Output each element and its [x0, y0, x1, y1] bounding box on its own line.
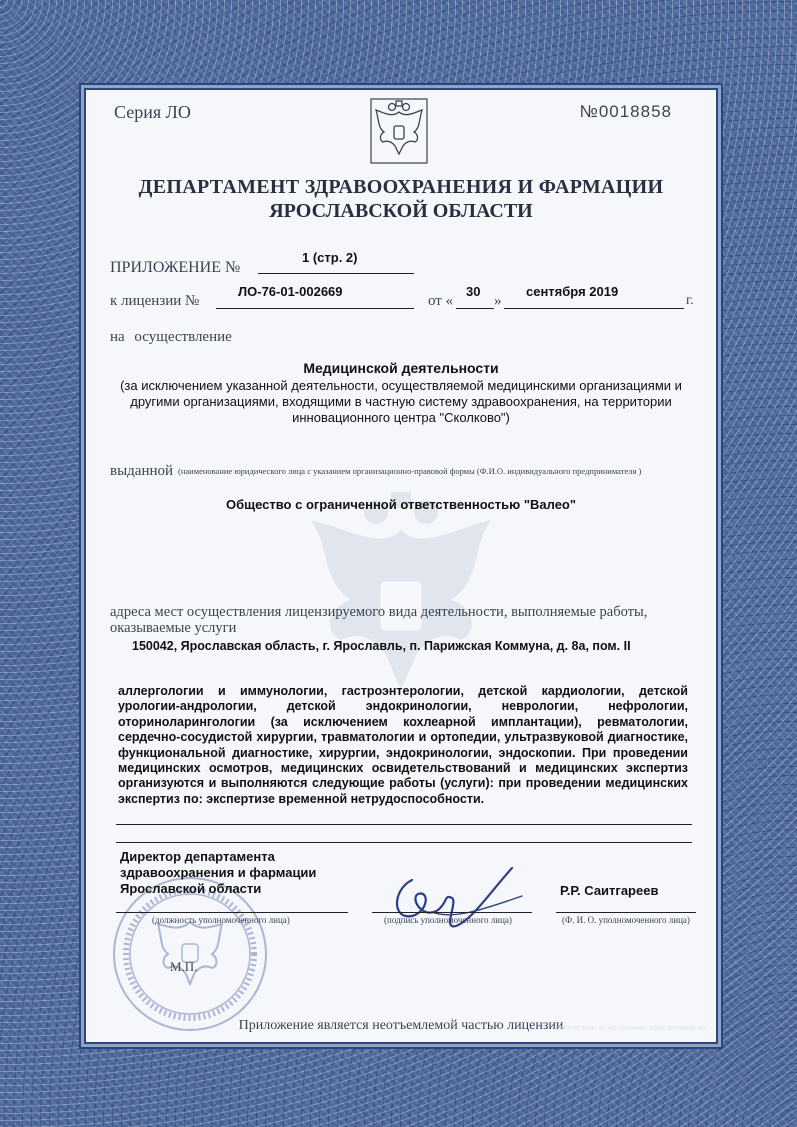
signature-line: [372, 912, 532, 913]
form-number: №0018858: [579, 102, 672, 121]
license-label: к лицензии №: [110, 293, 200, 309]
name-caption: (Ф. И. О. уполномоченного лица): [562, 915, 690, 925]
name-line: [556, 912, 696, 913]
position-caption: (должность уполномоченного лица): [152, 915, 290, 925]
license-month-year: сентября 2019: [526, 284, 619, 299]
services-underline: [116, 824, 692, 825]
official-seal-icon: [110, 874, 270, 1034]
services-underline-2: [116, 842, 692, 843]
services-text: аллергологии и иммунологии, гастроэнтерологии, детской кардиологии, детской урологии-андрологии, детской эндокринологии, неврологии, нефрологии, оториноларингологии (за исключением кохлеарной имплантации), ревматологии, сердечно-сосудистой хирургии, травматологии и ортопедии, ультразвуковой диагностике, функциональной диагностике, хирургии, эндокринологии, эндоскопии. При проведении медицинских осмотров, медицинских освидетельствований и медицинских экспертиз организуются и выполняются следующие работы (услуги): при проведении медицинских экспертиз по: экспертизе временной нетрудоспособности.: [118, 684, 688, 806]
signatory-name: Р.Р. Саитгареев: [560, 883, 659, 898]
appendix-value: 1 (стр. 2): [302, 250, 358, 265]
series-label: Серия ЛО: [114, 102, 191, 122]
signature-icon: [372, 850, 532, 940]
year-suffix: г.: [686, 293, 694, 308]
microprint-text: © КОТТИТОРИЯ», ЛО «ОСТОРОЖНО», 2019 Е. ПРОЧЕЕМЬ «В»: [554, 1026, 706, 1032]
appendix-underline: [258, 273, 414, 274]
appendix-label: ПРИЛОЖЕНИЕ №: [110, 259, 241, 276]
date-quote-close: »: [494, 293, 502, 309]
license-number-underline: [216, 308, 414, 309]
footer-note: Приложение является неотъемлемой частью лицензии: [238, 1018, 564, 1033]
license-day: 30: [466, 284, 481, 299]
purpose-label: на осуществление: [110, 329, 232, 345]
activity-title: Медицинской деятельности: [303, 360, 499, 376]
date-from-label: от «: [428, 293, 454, 309]
activity-exclusion: (за исключением указанной деятельности, осуществляемой медицинскими организациями и другими организациями, входящими в частную систему здравоохранения, на территории инновационного центра "Сколково"): [120, 378, 682, 425]
license-number: ЛО-76-01-002669: [238, 284, 343, 299]
month-underline: [504, 308, 684, 309]
issued-label: выданной: [110, 463, 174, 479]
address-value: 150042, Ярославская область, г. Ярославль, п. Парижская Коммуна, д. 8а, пом. II: [132, 639, 631, 653]
organization-name: Общество с ограниченной ответственностью "Валео": [225, 497, 577, 512]
department-title: ДЕПАРТАМЕНТ ЗДРАВООХРАНЕНИЯ И ФАРМАЦИИ: [138, 176, 664, 198]
seal-place-label: М.П.: [170, 959, 198, 974]
document-frame: [84, 88, 718, 1044]
position-line: [116, 912, 348, 913]
signature-caption: (подпись уполномоченного лица): [384, 915, 512, 925]
day-underline: [456, 308, 494, 309]
eagle-watermark-icon: [291, 490, 511, 700]
department-region: ЯРОСЛАВСКОЙ ОБЛАСТИ: [269, 200, 533, 222]
signatory-position: Директор департамента здравоохранения и фармации Ярославской области: [120, 849, 317, 896]
address-label: адреса мест осуществления лицензируемого вида деятельности, выполняемые работы, оказываемые услуги: [110, 604, 648, 636]
issued-note: (наименование юридического лица с указанием организационно-правовой формы (Ф.И.О. индивидуального предпринимателя ): [178, 466, 642, 476]
coat-of-arms-icon: [370, 98, 428, 164]
